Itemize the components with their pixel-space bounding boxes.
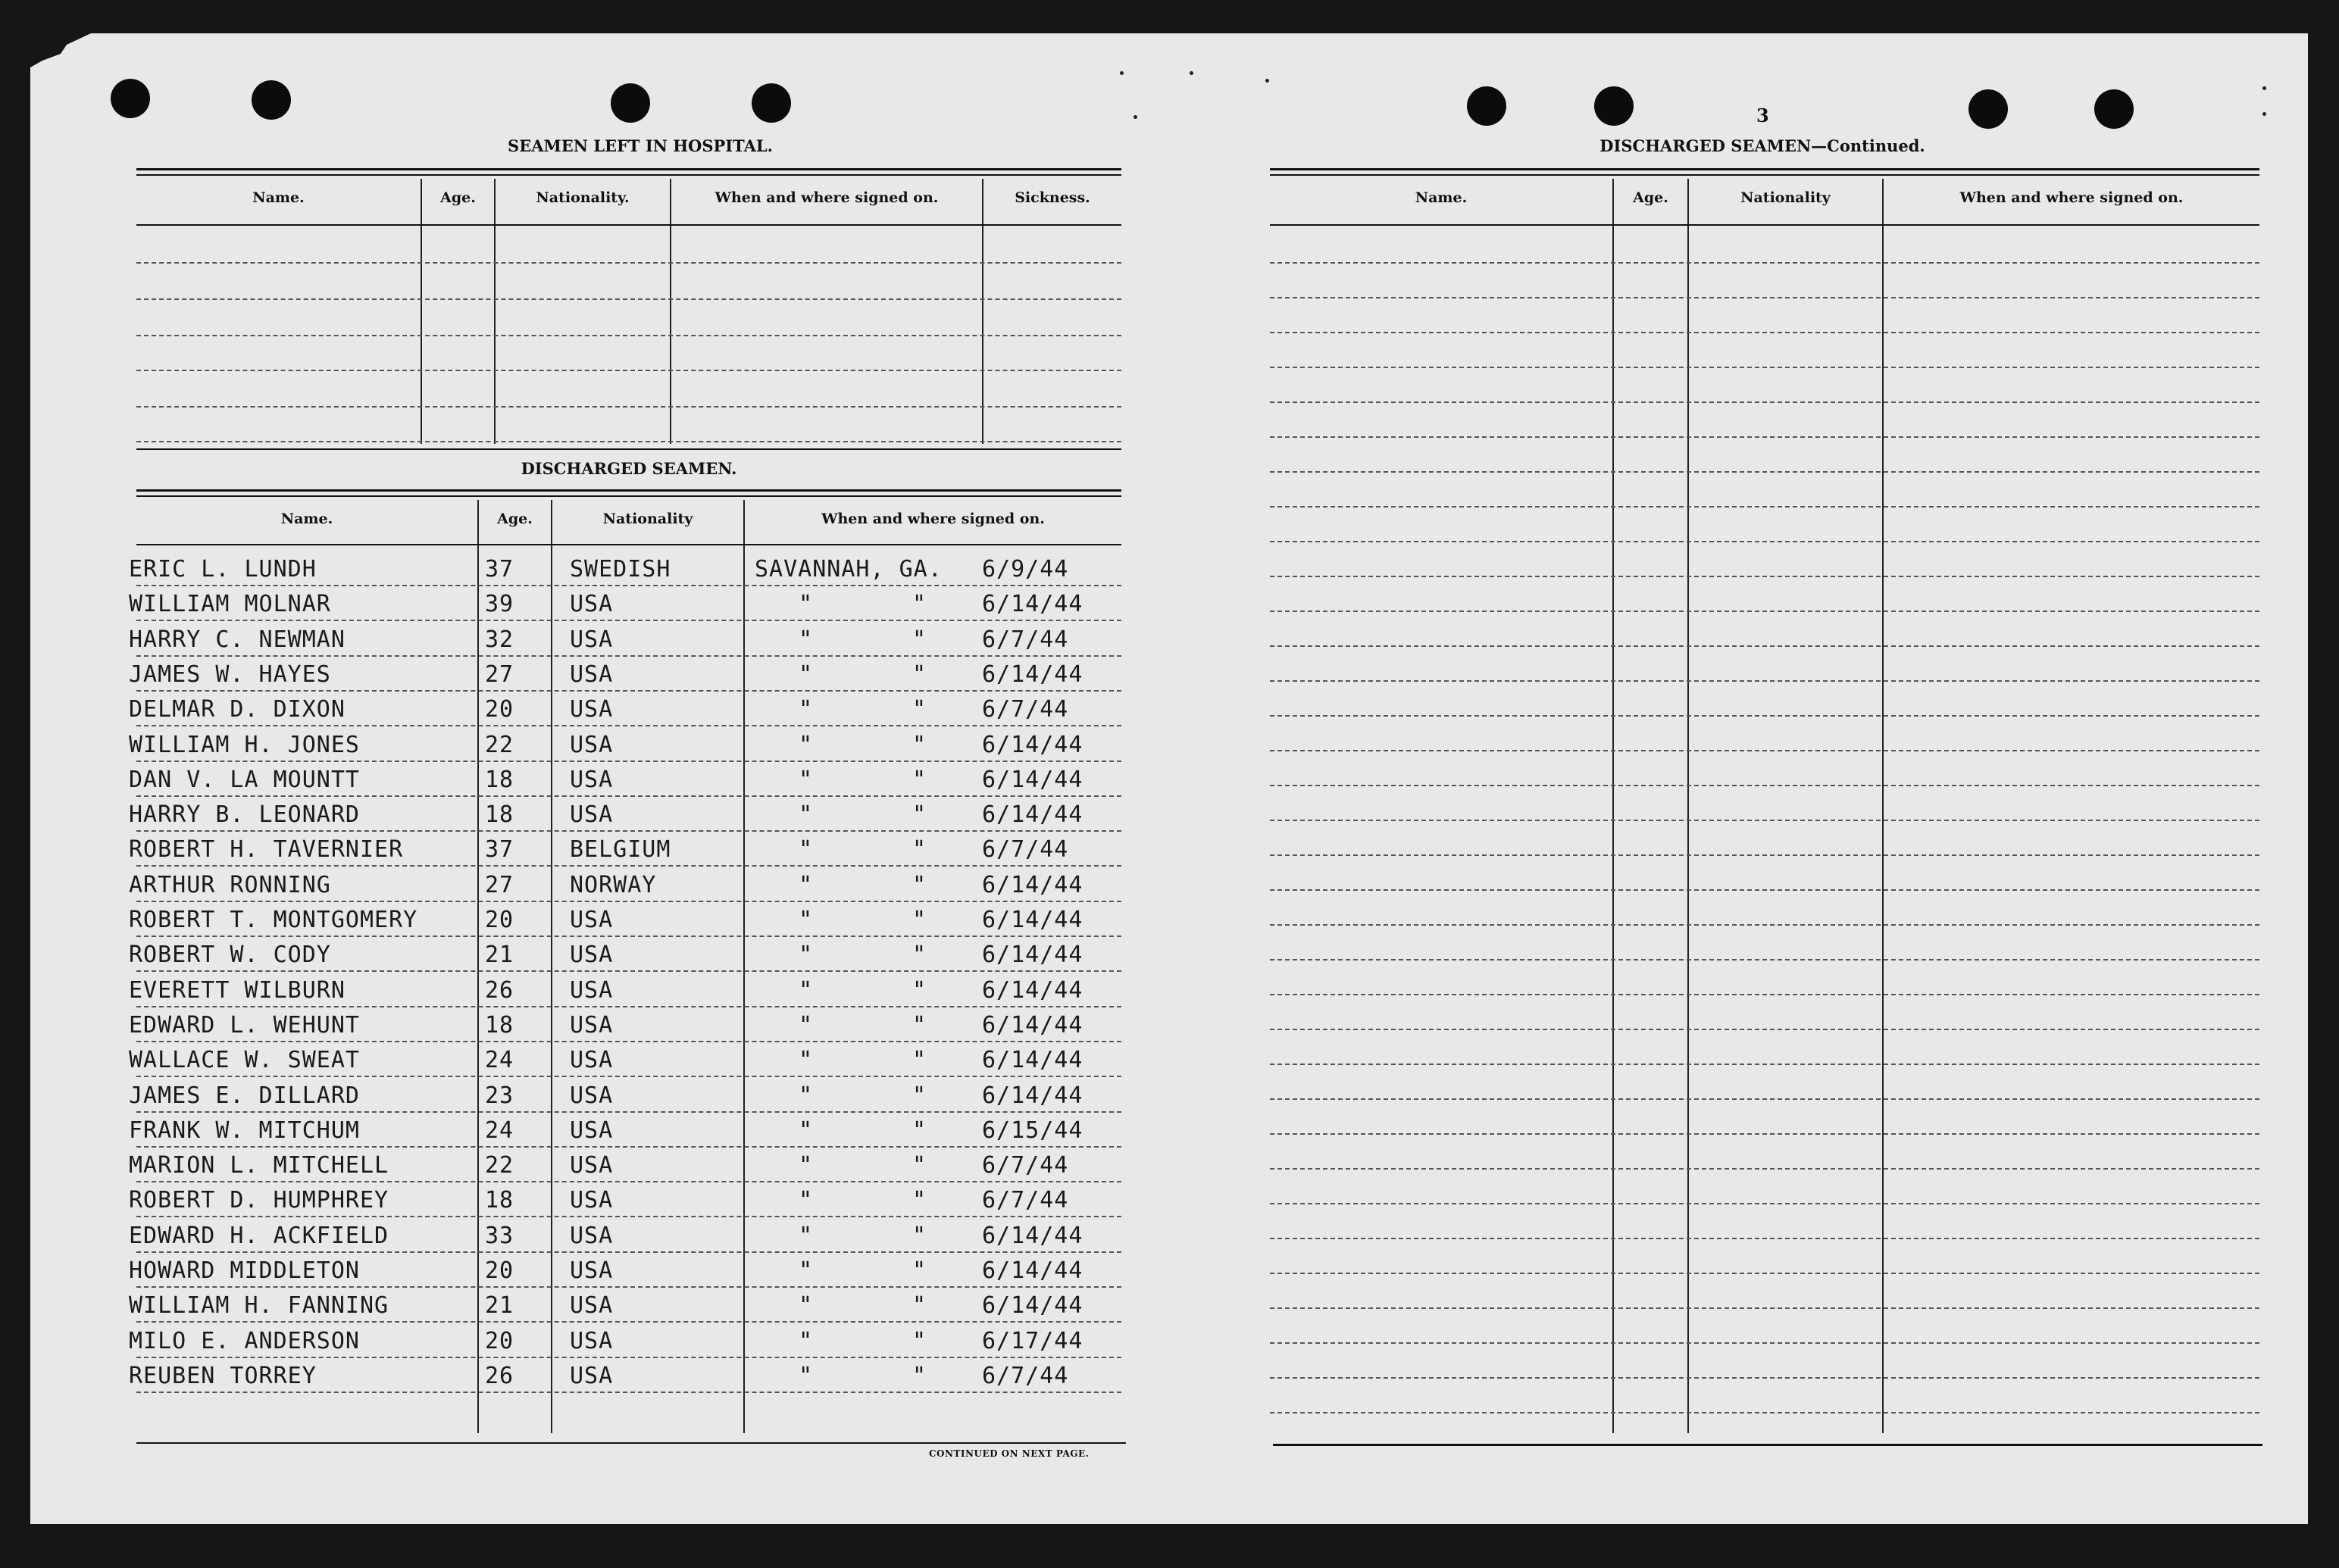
seaman-nationality: BELGIUM [570,836,671,863]
seaman-nationality: USA [570,1187,614,1213]
signed-on-place: " [799,872,814,898]
signed-on-place-ditto: " [912,907,927,933]
seaman-nationality: USA [570,1082,614,1109]
continued-row-line [1270,332,2259,333]
discharged-header-signed-on: When and where signed on. [821,511,1045,527]
discharged-row-line [136,970,1121,972]
hospital-section-title: SEAMEN LEFT IN HOSPITAL. [508,136,773,155]
continued-row-line [1270,924,2259,926]
continued-row-line [1270,645,2259,647]
signed-on-date: 6/14/44 [982,942,1084,968]
continued-row-line [1270,541,2259,542]
continued-row-line [1270,611,2259,612]
seaman-name: ARTHUR RONNING [129,872,331,898]
hospital-row-line [136,441,1121,442]
hospital-header-nationality: Nationality. [536,189,630,206]
seaman-name: WILLIAM H. FANNING [129,1292,389,1319]
seaman-age: 39 [485,591,514,617]
signed-on-place: " [799,907,814,933]
ink-speck [1134,115,1137,119]
continued-row-line [1270,994,2259,995]
seaman-name: REUBEN TORREY [129,1363,317,1389]
signed-on-date: 6/15/44 [982,1117,1084,1144]
seaman-nationality: USA [570,1292,614,1319]
column-divider [670,179,671,444]
seaman-age: 21 [485,1292,514,1319]
signed-on-place: " [799,942,814,968]
continued-row-line [1270,1377,2259,1379]
signed-on-place: " [799,1082,814,1109]
continued-top-rule [1270,174,2259,176]
signed-on-place: " [799,1117,814,1144]
seaman-name: ROBERT T. MONTGOMERY [129,907,418,933]
signed-on-place-ditto: " [912,1012,927,1039]
ink-speck [1265,79,1269,83]
continued-row-line [1270,262,2259,264]
page-number: 3 [1756,105,1769,127]
discharged-row-line [136,1357,1121,1358]
continued-header-name: Name. [1415,189,1468,206]
signed-on-place-ditto: " [912,1082,927,1109]
hospital-row-line [136,298,1121,300]
signed-on-place: " [799,1047,814,1073]
punch-hole [611,83,650,123]
signed-on-place: " [799,1187,814,1213]
signed-on-place-ditto: " [912,1363,927,1389]
discharged-row-line [136,1111,1121,1113]
seaman-name: ROBERT H. TAVERNIER [129,836,404,863]
signed-on-date: 6/7/44 [982,696,1069,723]
continued-row-line [1270,367,2259,368]
seaman-name: HARRY B. LEONARD [129,801,360,828]
continued-bottom-rule [1273,1444,2262,1446]
punch-hole [252,80,291,120]
signed-on-place-ditto: " [912,1117,927,1144]
hospital-header-age: Age. [440,189,476,206]
signed-on-place-ditto: " [912,977,927,1004]
seaman-nationality: USA [570,1328,614,1354]
signed-on-place-ditto: " [912,942,927,968]
discharged-row-line [136,690,1121,692]
signed-on-date: 6/14/44 [982,907,1084,933]
seaman-age: 18 [485,767,514,793]
column-divider [477,500,479,1433]
discharged-row-line [136,1006,1121,1007]
signed-on-date: 6/14/44 [982,1047,1084,1073]
seaman-nationality: USA [570,1047,614,1073]
continued-row-line [1270,1307,2259,1309]
hospital-bottom-rule [136,448,1121,450]
discharged-row-line [136,1146,1121,1148]
seaman-age: 37 [485,556,514,583]
seaman-name: EVERETT WILBURN [129,977,346,1004]
continued-section-title: DISCHARGED SEAMEN—Continued. [1599,136,1925,155]
seaman-nationality: USA [570,942,614,968]
continued-row-line [1270,1412,2259,1413]
signed-on-place-ditto: " [912,1223,927,1249]
column-divider [494,179,496,444]
continued-row-line [1270,820,2259,821]
punch-hole [752,83,791,123]
seaman-nationality: USA [570,1257,614,1284]
ink-speck [1120,71,1124,75]
signed-on-date: 6/9/44 [982,556,1069,583]
seaman-nationality: USA [570,591,614,617]
seaman-name: MARION L. MITCHELL [129,1152,389,1179]
seaman-name: MILO E. ANDERSON [129,1328,360,1354]
continued-row-line [1270,1133,2259,1135]
seaman-age: 24 [485,1047,514,1073]
continued-row-line [1270,854,2259,856]
discharged-row-line [136,865,1121,867]
continued-row-line [1270,1168,2259,1170]
continued-header-nationality: Nationality [1740,189,1831,206]
seaman-name: WILLIAM H. JONES [129,732,360,758]
signed-on-date: 6/7/44 [982,1152,1069,1179]
hospital-top-rule [136,174,1121,176]
signed-on-place-ditto: " [912,836,927,863]
seaman-age: 27 [485,661,514,688]
signed-on-date: 6/14/44 [982,661,1084,688]
discharged-row-line [136,725,1121,726]
signed-on-place: " [799,1012,814,1039]
continued-header-rule [1270,224,2259,226]
discharged-row-line [136,1216,1121,1217]
seaman-age: 24 [485,1117,514,1144]
seaman-nationality: USA [570,767,614,793]
seaman-name: ERIC L. LUNDH [129,556,317,583]
signed-on-place: " [799,1328,814,1354]
discharged-row-line [136,1076,1121,1077]
discharged-row-line [136,585,1121,586]
column-divider [421,179,422,444]
signed-on-date: 6/14/44 [982,591,1084,617]
signed-on-place: " [799,661,814,688]
seaman-age: 26 [485,977,514,1004]
seaman-nationality: USA [570,732,614,758]
signed-on-place-ditto: " [912,872,927,898]
seaman-name: EDWARD L. WEHUNT [129,1012,360,1039]
signed-on-date: 6/14/44 [982,1292,1084,1319]
seaman-age: 18 [485,801,514,828]
signed-on-place: " [799,1257,814,1284]
signed-on-place-ditto: " [912,1152,927,1179]
hospital-row-line [136,262,1121,264]
seaman-age: 18 [485,1012,514,1039]
discharged-row-line [136,830,1121,832]
seaman-name: WILLIAM MOLNAR [129,591,331,617]
discharged-bottom-rule [136,1442,1126,1444]
seaman-age: 20 [485,696,514,723]
signed-on-place-ditto: " [912,591,927,617]
seaman-age: 20 [485,1257,514,1284]
signed-on-place-ditto: " [912,732,927,758]
signed-on-date: 6/7/44 [982,1363,1069,1389]
seaman-name: ROBERT D. HUMPHREY [129,1187,389,1213]
discharged-row-line [136,795,1121,797]
continued-row-line [1270,1273,2259,1274]
signed-on-place: " [799,696,814,723]
signed-on-place-ditto: " [912,767,927,793]
hospital-header-name: Name. [252,189,305,206]
signed-on-date: 6/14/44 [982,801,1084,828]
seaman-name: EDWARD H. ACKFIELD [129,1223,389,1249]
seaman-nationality: USA [570,1012,614,1039]
signed-on-place: " [799,1363,814,1389]
seaman-nationality: USA [570,1117,614,1144]
ink-speck [2262,86,2266,90]
signed-on-place-ditto: " [912,1292,927,1319]
continued-row-line [1270,506,2259,508]
discharged-section-title: DISCHARGED SEAMEN. [521,459,737,478]
signed-on-place: " [799,1152,814,1179]
discharged-row-line [136,761,1121,762]
signed-on-date: 6/14/44 [982,732,1084,758]
punch-hole [1594,86,1634,126]
continued-row-line [1270,1342,2259,1344]
continued-row-line [1270,680,2259,682]
seaman-age: 20 [485,1328,514,1354]
hospital-header-signed-on: When and where signed on. [715,189,939,206]
seaman-nationality: USA [570,626,614,653]
seaman-age: 32 [485,626,514,653]
seaman-name: DAN V. LA MOUNTT [129,767,360,793]
seaman-age: 18 [485,1187,514,1213]
signed-on-date: 6/7/44 [982,1187,1069,1213]
discharged-header-name: Name. [280,511,333,527]
signed-on-place-ditto: " [912,801,927,828]
continued-row-line [1270,750,2259,751]
signed-on-place: " [799,801,814,828]
signed-on-place: " [799,591,814,617]
seaman-nationality: USA [570,1223,614,1249]
ink-speck [2262,112,2266,116]
continued-row-line [1270,297,2259,298]
seaman-nationality: USA [570,907,614,933]
continued-row-line [1270,785,2259,786]
continued-row-line [1270,959,2259,960]
discharged-header-nationality: Nationality [602,511,693,527]
discharged-row-line [136,620,1121,621]
signed-on-date: 6/14/44 [982,767,1084,793]
continued-row-line [1270,401,2259,403]
hospital-row-line [136,335,1121,336]
signed-on-date: 6/14/44 [982,1223,1084,1249]
continued-top-rule [1270,168,2259,170]
discharged-row-line [136,1251,1121,1253]
seaman-age: 27 [485,872,514,898]
hospital-top-rule [136,168,1121,170]
seaman-age: 20 [485,907,514,933]
seaman-age: 26 [485,1363,514,1389]
discharged-row-line [136,935,1121,937]
signed-on-place: " [799,626,814,653]
continued-note: CONTINUED ON NEXT PAGE. [929,1448,1090,1459]
seaman-name: ROBERT W. CODY [129,942,331,968]
signed-on-place: " [799,1292,814,1319]
signed-on-place: " [799,977,814,1004]
signed-on-place-ditto: " [912,626,927,653]
discharged-row-line [136,1041,1121,1042]
seaman-name: DELMAR D. DIXON [129,696,346,723]
seaman-nationality: SWEDISH [570,556,671,583]
seaman-name: JAMES E. DILLARD [129,1082,360,1109]
continued-row-line [1270,889,2259,891]
hospital-header-sickness: Sickness. [1015,189,1090,206]
hospital-row-line [136,406,1121,408]
continued-row-line [1270,471,2259,473]
seaman-nationality: NORWAY [570,872,657,898]
column-divider [551,500,552,1433]
seaman-nationality: USA [570,1363,614,1389]
punch-hole [1968,89,2008,129]
continued-row-line [1270,436,2259,438]
signed-on-date: 6/14/44 [982,1082,1084,1109]
seaman-nationality: USA [570,801,614,828]
seaman-name: JAMES W. HAYES [129,661,331,688]
signed-on-date: 6/17/44 [982,1328,1084,1354]
hospital-row-line [136,370,1121,371]
seaman-nationality: USA [570,1152,614,1179]
discharged-top-rule [136,495,1121,497]
signed-on-place-ditto: " [912,1257,927,1284]
signed-on-place-ditto: " [912,661,927,688]
discharged-row-line [136,1286,1121,1288]
signed-on-place-ditto: " [912,1047,927,1073]
ink-speck [1190,71,1193,75]
signed-on-date: 6/14/44 [982,977,1084,1004]
discharged-row-line [136,1392,1121,1393]
signed-on-date: 6/7/44 [982,626,1069,653]
seaman-name: FRANK W. MITCHUM [129,1117,360,1144]
seaman-age: 33 [485,1223,514,1249]
discharged-row-line [136,901,1121,902]
discharged-top-rule [136,489,1121,492]
signed-on-place: " [799,836,814,863]
seaman-age: 22 [485,732,514,758]
signed-on-date: 6/7/44 [982,836,1069,863]
signed-on-date: 6/14/44 [982,1257,1084,1284]
signed-on-place: " [799,1223,814,1249]
seaman-nationality: USA [570,977,614,1004]
signed-on-date: 6/14/44 [982,872,1084,898]
seaman-age: 21 [485,942,514,968]
punch-hole [111,79,150,118]
seaman-age: 23 [485,1082,514,1109]
continued-header-age: Age. [1633,189,1668,206]
discharged-row-line [136,1321,1121,1323]
discharged-row-line [136,655,1121,657]
column-divider [743,500,745,1433]
discharged-header-rule [136,544,1121,545]
seaman-name: HARRY C. NEWMAN [129,626,346,653]
hospital-header-rule [136,224,1121,226]
signed-on-date: 6/14/44 [982,1012,1084,1039]
punch-hole [1467,86,1506,126]
continued-row-line [1270,1238,2259,1239]
discharged-header-age: Age. [497,511,533,527]
continued-row-line [1270,576,2259,577]
seaman-nationality: USA [570,661,614,688]
seaman-name: HOWARD MIDDLETON [129,1257,360,1284]
column-divider [982,179,983,444]
signed-on-place-ditto: " [912,1328,927,1354]
seaman-age: 37 [485,836,514,863]
discharged-row-line [136,1181,1121,1182]
signed-on-place-ditto: " [912,1187,927,1213]
continued-row-line [1270,1203,2259,1204]
continued-row-line [1270,1029,2259,1030]
continued-row-line [1270,1098,2259,1100]
signed-on-place-ditto: " [912,696,927,723]
signed-on-place: " [799,767,814,793]
signed-on-place: SAVANNAH, GA. [755,556,943,583]
signed-on-place: " [799,732,814,758]
seaman-name: WALLACE W. SWEAT [129,1047,360,1073]
seaman-nationality: USA [570,696,614,723]
continued-row-line [1270,715,2259,717]
continued-row-line [1270,1064,2259,1065]
continued-header-signed-on: When and where signed on. [1959,189,2184,206]
seaman-age: 22 [485,1152,514,1179]
punch-hole [2094,89,2134,129]
